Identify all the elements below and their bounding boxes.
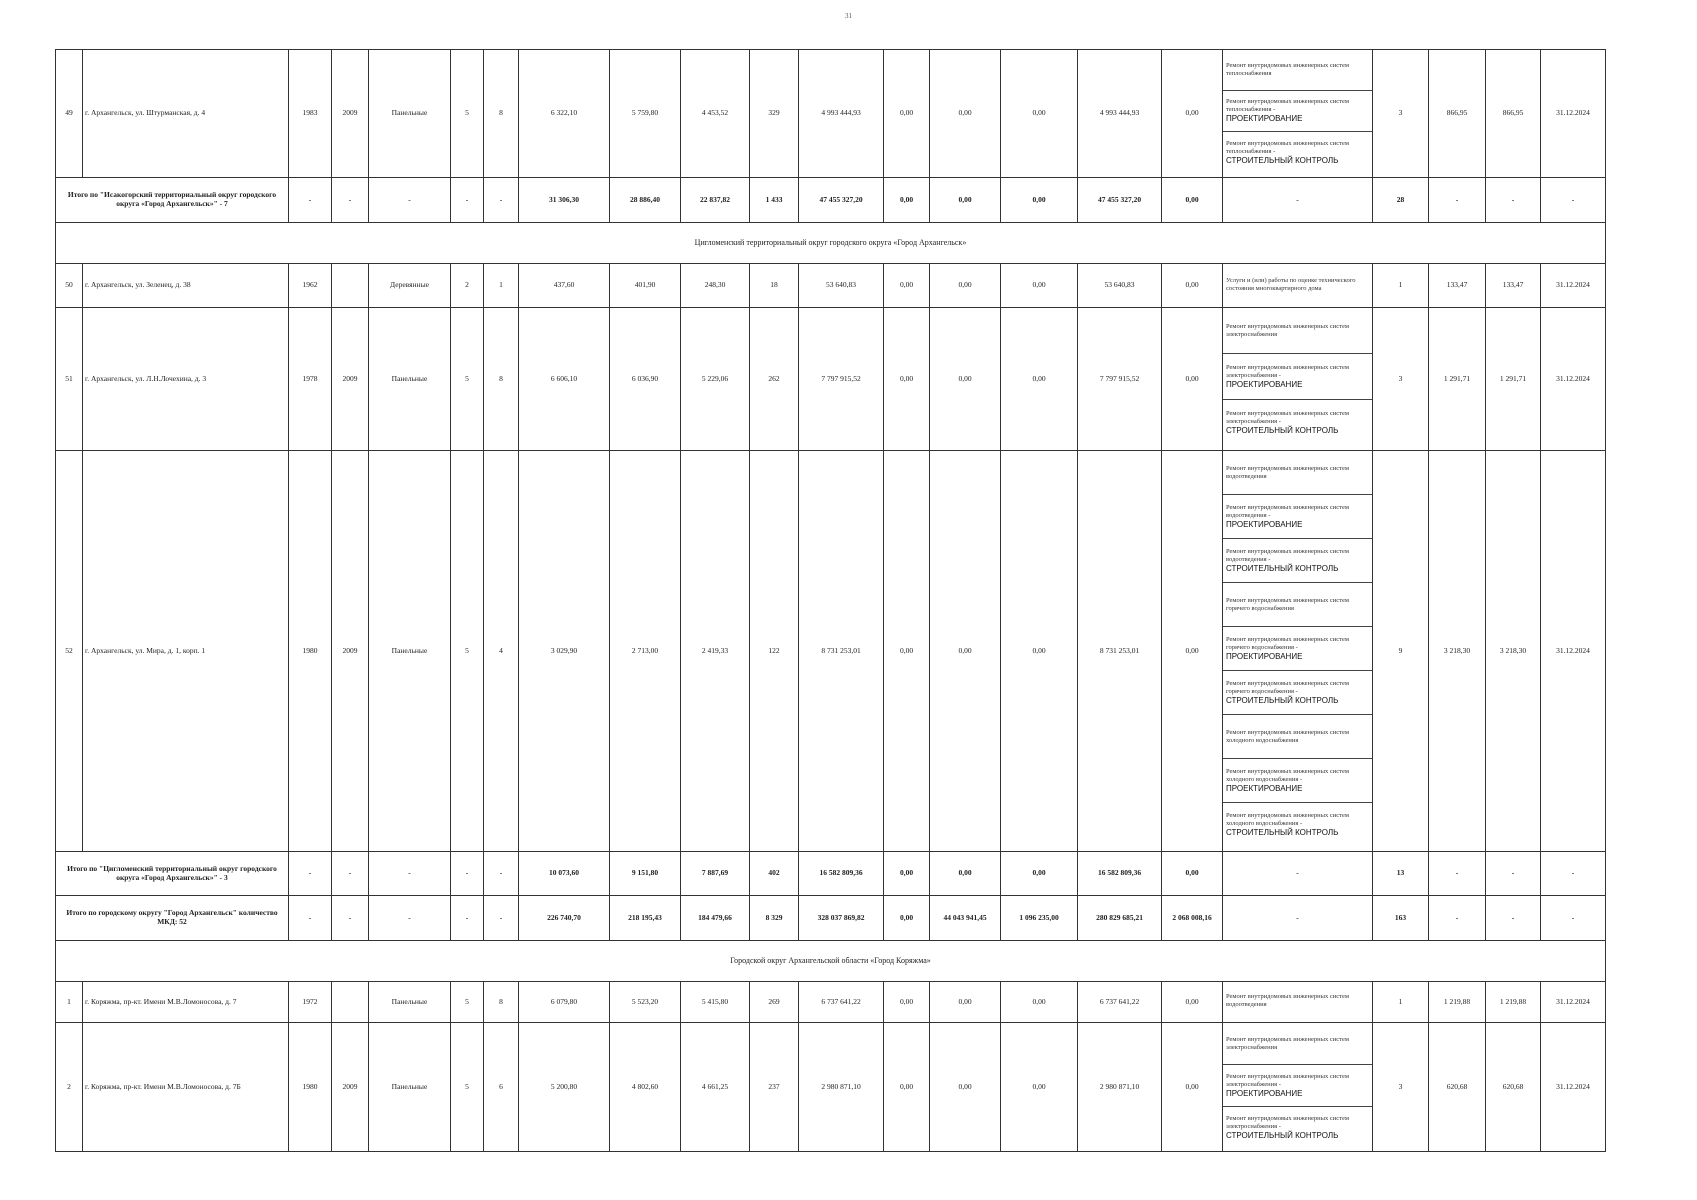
grand-total-row [56, 896, 1606, 941]
year-last-cell: - [332, 852, 369, 896]
cost-total-cell: 7 797 915,52 [799, 308, 884, 451]
section-header-row [56, 941, 1606, 982]
work-list-cell [1223, 451, 1373, 852]
area-living-cell: 7 887,69 [681, 852, 750, 896]
fund-other-cell: 0,00 [1162, 264, 1223, 308]
residents-cell: 402 [750, 852, 799, 896]
work-item [1223, 451, 1372, 495]
cost-total-cell: 328 037 869,82 [799, 896, 884, 941]
work-stage: ПРОЕКТИРОВАНИЕ [1226, 1088, 1303, 1098]
entrances-cell: - [484, 896, 519, 941]
num-cell: 1 [56, 982, 83, 1023]
addr-cell: г. Архангельск, ул. Зеленец, д. 38 [83, 264, 289, 308]
work-stage: СТРОИТЕЛЬНЫЙ КОНТРОЛЬ [1226, 563, 1339, 573]
year-last-cell: - [332, 896, 369, 941]
work-item [1223, 982, 1372, 1020]
fund-mun-cell: 0,00 [1001, 264, 1078, 308]
area-living-cell: 248,30 [681, 264, 750, 308]
work-item [1223, 308, 1372, 354]
entrances-cell: 8 [484, 50, 519, 178]
cost-total-cell: 2 980 871,10 [799, 1023, 884, 1152]
floors-cell: 5 [451, 308, 484, 451]
work-stage: ПРОЕКТИРОВАНИЕ [1226, 651, 1303, 661]
cost-total-cell: 4 993 444,93 [799, 50, 884, 178]
fund-reg-cell: 0,00 [930, 308, 1001, 451]
fund-fed-cell: 0,00 [884, 451, 930, 852]
year-built-cell: 1980 [289, 1023, 332, 1152]
work-type-cell: - [1223, 852, 1373, 896]
section-header-row [56, 223, 1606, 264]
entrances-cell: 1 [484, 264, 519, 308]
deadline-cell: 31.12.2024 [1541, 1023, 1606, 1152]
fund-mun-cell: 0,00 [1001, 178, 1078, 223]
fund-mun-cell: 0,00 [1001, 982, 1078, 1023]
work-stage: ПРОЕКТИРОВАНИЕ [1226, 379, 1303, 389]
work-count-cell: 9 [1373, 451, 1429, 852]
fund-owners-cell: 280 829 685,21 [1078, 896, 1162, 941]
area-rooms-cell: 2 713,00 [610, 451, 681, 852]
num-cell: 50 [56, 264, 83, 308]
floors-cell: 5 [451, 451, 484, 852]
work-item [1223, 91, 1372, 132]
fund-owners-cell: 8 731 253,01 [1078, 451, 1162, 852]
fund-other-cell: 0,00 [1162, 308, 1223, 451]
year-last-cell: 2009 [332, 308, 369, 451]
total-label: Итого по "Цигломенский территориальный округ городского округа «Город Архангельск»" - 3 [56, 852, 289, 896]
table-row [56, 308, 1606, 451]
work-description: Ремонт внутридомовых инженерных систем теплоснабжения - [1226, 98, 1349, 114]
area-living-cell: 5 415,80 [681, 982, 750, 1023]
total-area-cell: 10 073,60 [519, 852, 610, 896]
work-item [1223, 1107, 1372, 1149]
floors-cell: 5 [451, 982, 484, 1023]
residents-cell: 329 [750, 50, 799, 178]
floors-cell: - [451, 178, 484, 223]
deadline-cell: - [1541, 852, 1606, 896]
work-description: Ремонт внутридомовых инженерных систем электроснабжения - [1226, 410, 1349, 426]
work-item [1223, 583, 1372, 627]
table-row [56, 50, 1606, 178]
work-description: Услуги и (или) работы по оценке технического состояния многоквартирного дома [1226, 276, 1356, 292]
walls-cell: - [369, 178, 451, 223]
fund-fed-cell: 0,00 [884, 178, 930, 223]
unit-cost-cell: - [1429, 178, 1486, 223]
fund-owners-cell: 7 797 915,52 [1078, 308, 1162, 451]
work-description: Ремонт внутридомовых инженерных систем электроснабжения - [1226, 363, 1349, 379]
area-rooms-cell: 4 802,60 [610, 1023, 681, 1152]
year-built-cell: - [289, 896, 332, 941]
unit-cost-cell: 620,68 [1429, 1023, 1486, 1152]
deadline-cell: 31.12.2024 [1541, 50, 1606, 178]
year-built-cell: 1972 [289, 982, 332, 1023]
deadline-cell: 31.12.2024 [1541, 308, 1606, 451]
work-item [1223, 1065, 1372, 1107]
unit-cost-max-cell: 1 291,71 [1486, 308, 1541, 451]
cost-total-cell: 53 640,83 [799, 264, 884, 308]
fund-other-cell: 2 068 008,16 [1162, 896, 1223, 941]
unit-cost-cell: 1 291,71 [1429, 308, 1486, 451]
entrances-cell: - [484, 178, 519, 223]
work-description: Ремонт внутридомовых инженерных систем горячего водоснабжения [1226, 596, 1349, 612]
fund-reg-cell: 0,00 [930, 852, 1001, 896]
fund-mun-cell: 0,00 [1001, 451, 1078, 852]
year-built-cell: - [289, 178, 332, 223]
work-description: Ремонт внутридомовых инженерных систем водоотведения - [1226, 503, 1349, 519]
fund-reg-cell: 0,00 [930, 50, 1001, 178]
deadline-cell: 31.12.2024 [1541, 982, 1606, 1023]
unit-cost-cell: 133,47 [1429, 264, 1486, 308]
fund-owners-cell: 4 993 444,93 [1078, 50, 1162, 178]
floors-cell: 2 [451, 264, 484, 308]
work-item [1223, 627, 1372, 671]
fund-fed-cell: 0,00 [884, 1023, 930, 1152]
unit-cost-cell: 1 219,88 [1429, 982, 1486, 1023]
year-last-cell: 2009 [332, 1023, 369, 1152]
work-stage: ПРОЕКТИРОВАНИЕ [1226, 783, 1303, 793]
unit-cost-max-cell: - [1486, 852, 1541, 896]
total-area-cell: 6 606,10 [519, 308, 610, 451]
area-living-cell: 4 453,52 [681, 50, 750, 178]
section-title: Городской округ Архангельской области «Город Коряжма» [56, 941, 1606, 982]
walls-cell: Панельные [369, 50, 451, 178]
walls-cell: Панельные [369, 451, 451, 852]
deadline-cell: - [1541, 178, 1606, 223]
section-title: Цигломенский территориальный округ городского округа «Город Архангельск» [56, 223, 1606, 264]
work-description: Ремонт внутридомовых инженерных систем электроснабжения [1226, 1035, 1349, 1051]
area-rooms-cell: 28 886,40 [610, 178, 681, 223]
work-item [1223, 539, 1372, 583]
cost-total-cell: 6 737 641,22 [799, 982, 884, 1023]
year-last-cell: 2009 [332, 451, 369, 852]
fund-mun-cell: 0,00 [1001, 852, 1078, 896]
work-count-cell: 163 [1373, 896, 1429, 941]
total-area-cell: 3 029,90 [519, 451, 610, 852]
entrances-cell: - [484, 852, 519, 896]
total-area-cell: 6 079,80 [519, 982, 610, 1023]
fund-owners-cell: 2 980 871,10 [1078, 1023, 1162, 1152]
year-last-cell: - [332, 178, 369, 223]
fund-owners-cell: 47 455 327,20 [1078, 178, 1162, 223]
work-stage: ПРОЕКТИРОВАНИЕ [1226, 519, 1303, 529]
unit-cost-max-cell: 133,47 [1486, 264, 1541, 308]
num-cell: 2 [56, 1023, 83, 1152]
floors-cell: 5 [451, 50, 484, 178]
work-item [1223, 132, 1372, 173]
table-row [56, 264, 1606, 308]
fund-mun-cell: 1 096 235,00 [1001, 896, 1078, 941]
area-rooms-cell: 9 151,80 [610, 852, 681, 896]
unit-cost-max-cell: - [1486, 896, 1541, 941]
fund-owners-cell: 16 582 809,36 [1078, 852, 1162, 896]
unit-cost-cell: - [1429, 896, 1486, 941]
fund-fed-cell: 0,00 [884, 982, 930, 1023]
addr-cell: г. Архангельск, ул. Мира, д. 1, корп. 1 [83, 451, 289, 852]
area-living-cell: 22 837,82 [681, 178, 750, 223]
area-rooms-cell: 6 036,90 [610, 308, 681, 451]
work-stage: СТРОИТЕЛЬНЫЙ КОНТРОЛЬ [1226, 695, 1339, 705]
fund-other-cell: 0,00 [1162, 852, 1223, 896]
walls-cell: Панельные [369, 982, 451, 1023]
fund-fed-cell: 0,00 [884, 264, 930, 308]
work-item [1223, 495, 1372, 539]
fund-fed-cell: 0,00 [884, 852, 930, 896]
year-built-cell: 1983 [289, 50, 332, 178]
work-item [1223, 400, 1372, 446]
work-item [1223, 1023, 1372, 1065]
unit-cost-max-cell: 866,95 [1486, 50, 1541, 178]
walls-cell: Деревянные [369, 264, 451, 308]
work-description: Ремонт внутридомовых инженерных систем холодного водоснабжения [1226, 728, 1349, 744]
work-description: Ремонт внутридомовых инженерных систем водоотведения [1226, 464, 1349, 480]
work-description: Ремонт внутридомовых инженерных систем водоотведения [1226, 993, 1349, 1008]
fund-other-cell: 0,00 [1162, 1023, 1223, 1152]
fund-reg-cell: 0,00 [930, 982, 1001, 1023]
year-built-cell: 1962 [289, 264, 332, 308]
unit-cost-max-cell: 1 219,88 [1486, 982, 1541, 1023]
area-living-cell: 2 419,33 [681, 451, 750, 852]
cost-total-cell: 47 455 327,20 [799, 178, 884, 223]
num-cell: 51 [56, 308, 83, 451]
work-stage: СТРОИТЕЛЬНЫЙ КОНТРОЛЬ [1226, 155, 1339, 165]
work-stage: СТРОИТЕЛЬНЫЙ КОНТРОЛЬ [1226, 1131, 1339, 1140]
unit-cost-cell: - [1429, 852, 1486, 896]
fund-reg-cell: 0,00 [930, 451, 1001, 852]
work-count-cell: 3 [1373, 1023, 1429, 1152]
work-list-cell [1223, 308, 1373, 451]
residents-cell: 1 433 [750, 178, 799, 223]
work-item [1223, 715, 1372, 759]
work-type-cell: - [1223, 178, 1373, 223]
num-cell: 52 [56, 451, 83, 852]
unit-cost-cell: 3 218,30 [1429, 451, 1486, 852]
unit-cost-max-cell: 3 218,30 [1486, 451, 1541, 852]
work-count-cell: 3 [1373, 50, 1429, 178]
work-list-cell [1223, 1023, 1373, 1152]
deadline-cell: 31.12.2024 [1541, 264, 1606, 308]
walls-cell: Панельные [369, 1023, 451, 1152]
work-stage: СТРОИТЕЛЬНЫЙ КОНТРОЛЬ [1226, 426, 1339, 435]
work-count-cell: 28 [1373, 178, 1429, 223]
fund-other-cell: 0,00 [1162, 178, 1223, 223]
work-item [1223, 759, 1372, 803]
total-area-cell: 6 322,10 [519, 50, 610, 178]
walls-cell: - [369, 852, 451, 896]
year-last-cell: 2009 [332, 50, 369, 178]
total-area-cell: 31 306,30 [519, 178, 610, 223]
fund-fed-cell: 0,00 [884, 896, 930, 941]
addr-cell: г. Архангельск, ул. Штурманская, д. 4 [83, 50, 289, 178]
work-stage: ПРОЕКТИРОВАНИЕ [1226, 114, 1303, 123]
work-item [1223, 671, 1372, 715]
work-description: Ремонт внутридомовых инженерных систем водоотведения - [1226, 547, 1349, 563]
unit-cost-cell: 866,95 [1429, 50, 1486, 178]
fund-owners-cell: 6 737 641,22 [1078, 982, 1162, 1023]
table-row [56, 451, 1606, 852]
work-list-cell [1223, 982, 1373, 1023]
walls-cell: - [369, 896, 451, 941]
unit-cost-max-cell: 620,68 [1486, 1023, 1541, 1152]
entrances-cell: 6 [484, 1023, 519, 1152]
work-count-cell: 1 [1373, 264, 1429, 308]
fund-reg-cell: 44 043 941,45 [930, 896, 1001, 941]
fund-other-cell: 0,00 [1162, 982, 1223, 1023]
residents-cell: 122 [750, 451, 799, 852]
work-description: Ремонт внутридомовых инженерных систем теплоснабжения - [1226, 139, 1349, 155]
total-label: Итого по "Исакогорский территориальный округ городского округа «Город Архангельск»" - 7 [56, 178, 289, 223]
work-count-cell: 3 [1373, 308, 1429, 451]
work-item [1223, 354, 1372, 400]
work-description: Ремонт внутридомовых инженерных систем горячего водоснабжения - [1226, 679, 1349, 695]
year-last-cell [332, 264, 369, 308]
total-area-cell: 437,60 [519, 264, 610, 308]
work-count-cell: 1 [1373, 982, 1429, 1023]
entrances-cell: 4 [484, 451, 519, 852]
total-area-cell: 226 740,70 [519, 896, 610, 941]
fund-mun-cell: 0,00 [1001, 1023, 1078, 1152]
repair-plan-table [55, 49, 1606, 1152]
work-description: Ремонт внутридомовых инженерных систем холодного водоснабжения - [1226, 767, 1349, 783]
area-rooms-cell: 401,90 [610, 264, 681, 308]
year-last-cell [332, 982, 369, 1023]
fund-other-cell: 0,00 [1162, 50, 1223, 178]
walls-cell: Панельные [369, 308, 451, 451]
subtotal-row [56, 852, 1606, 896]
addr-cell: г. Коряжма, пр-кт. Имени М.В.Ломоносова, д. 7 [83, 982, 289, 1023]
fund-other-cell: 0,00 [1162, 451, 1223, 852]
work-item [1223, 264, 1372, 305]
work-item [1223, 50, 1372, 91]
fund-reg-cell: 0,00 [930, 1023, 1001, 1152]
fund-owners-cell: 53 640,83 [1078, 264, 1162, 308]
area-living-cell: 5 229,06 [681, 308, 750, 451]
floors-cell: 5 [451, 1023, 484, 1152]
total-area-cell: 5 200,80 [519, 1023, 610, 1152]
entrances-cell: 8 [484, 982, 519, 1023]
work-description: Ремонт внутридомовых инженерных систем теплоснабжения [1226, 62, 1349, 77]
work-count-cell: 13 [1373, 852, 1429, 896]
deadline-cell: 31.12.2024 [1541, 451, 1606, 852]
work-type-cell: - [1223, 896, 1373, 941]
cost-total-cell: 16 582 809,36 [799, 852, 884, 896]
year-built-cell: - [289, 852, 332, 896]
area-living-cell: 4 661,25 [681, 1023, 750, 1152]
addr-cell: г. Коряжма, пр-кт. Имени М.В.Ломоносова, д. 7Б [83, 1023, 289, 1152]
total-label: Итого по городскому округу "Город Архангельск" количество МКД: 52 [56, 896, 289, 941]
work-item [1223, 803, 1372, 847]
area-rooms-cell: 218 195,43 [610, 896, 681, 941]
work-description: Ремонт внутридомовых инженерных систем горячего водоснабжения - [1226, 635, 1349, 651]
residents-cell: 237 [750, 1023, 799, 1152]
year-built-cell: 1978 [289, 308, 332, 451]
residents-cell: 269 [750, 982, 799, 1023]
fund-reg-cell: 0,00 [930, 264, 1001, 308]
residents-cell: 262 [750, 308, 799, 451]
entrances-cell: 8 [484, 308, 519, 451]
year-built-cell: 1980 [289, 451, 332, 852]
work-description: Ремонт внутридомовых инженерных систем холодного водоснабжения - [1226, 812, 1349, 828]
num-cell: 49 [56, 50, 83, 178]
deadline-cell: - [1541, 896, 1606, 941]
floors-cell: - [451, 896, 484, 941]
fund-fed-cell: 0,00 [884, 308, 930, 451]
table-row [56, 982, 1606, 1023]
cost-total-cell: 8 731 253,01 [799, 451, 884, 852]
table-row [56, 1023, 1606, 1152]
fund-reg-cell: 0,00 [930, 178, 1001, 223]
work-description: Ремонт внутридомовых инженерных систем электроснабжения - [1226, 1115, 1349, 1131]
subtotal-row [56, 178, 1606, 223]
work-stage: СТРОИТЕЛЬНЫЙ КОНТРОЛЬ [1226, 828, 1339, 837]
area-rooms-cell: 5 759,80 [610, 50, 681, 178]
floors-cell: - [451, 852, 484, 896]
area-living-cell: 184 479,66 [681, 896, 750, 941]
fund-mun-cell: 0,00 [1001, 308, 1078, 451]
area-rooms-cell: 5 523,20 [610, 982, 681, 1023]
work-description: Ремонт внутридомовых инженерных систем электроснабжения [1226, 322, 1349, 338]
residents-cell: 8 329 [750, 896, 799, 941]
work-list-cell [1223, 50, 1373, 178]
fund-mun-cell: 0,00 [1001, 50, 1078, 178]
fund-fed-cell: 0,00 [884, 50, 930, 178]
work-list-cell [1223, 264, 1373, 308]
residents-cell: 18 [750, 264, 799, 308]
page-number: 31 [845, 12, 852, 20]
work-description: Ремонт внутридомовых инженерных систем электроснабжения - [1226, 1072, 1349, 1088]
unit-cost-max-cell: - [1486, 178, 1541, 223]
addr-cell: г. Архангельск, ул. Л.Н.Лочехина, д. 3 [83, 308, 289, 451]
